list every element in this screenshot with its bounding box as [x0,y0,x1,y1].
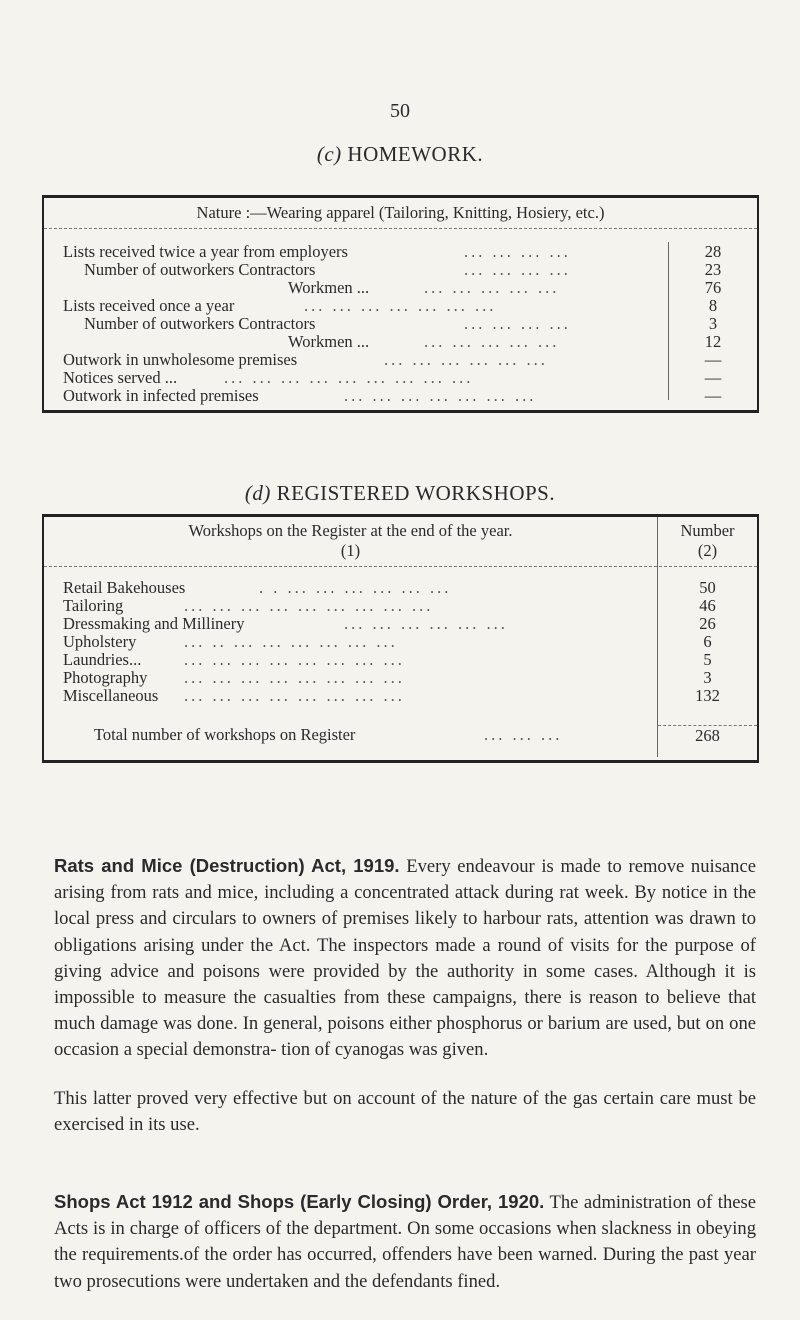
row-value: — [704,386,722,405]
leader-dots: ... ... ... ... [464,260,571,279]
table-row [44,350,757,370]
homework-heading-letter: (c) [316,142,342,166]
leader-dots: ... ... ... ... ... ... ... [304,296,497,315]
row-label: Lists received twice a year from employers [63,242,348,261]
row-label: Outwork in unwholesome premises [63,350,298,369]
leader-dots: ... ... ... ... ... ... ... ... [184,650,405,669]
row-label: Lists received once a year [63,296,235,315]
shops-title: Shops Act 1912 and Shops (Early Closing) Order, 1920. [54,1191,545,1212]
table-row [44,314,757,334]
row-label: Workmen ... [288,278,370,297]
row-value: 3 [708,314,718,333]
row-value: 28 [704,242,722,261]
leader-dots: ... ... ... ... ... ... ... ... [184,686,405,705]
workshops-heading [0,481,800,506]
row-value: 12 [704,332,722,351]
table-row [44,596,757,616]
row-value: 46 [699,596,716,615]
workshops-col2-number: (2) [697,541,718,560]
row-label: Notices served ... [63,368,178,387]
workshops-header-rule [44,566,757,567]
row-value: 76 [704,278,722,297]
row-value: 50 [699,578,716,597]
table-row [44,668,757,688]
table-row [44,578,757,598]
leader-dots: ... .. ... ... ... ... ... ... [184,632,398,651]
cyanogas-body: This latter proved very effective but on account of the nature of the gas certain care must be exercised in its use. [54,1088,756,1136]
table-row [44,296,757,316]
homework-heading [0,142,800,167]
homework-heading-title: HOMEWORK. [347,142,484,166]
row-value: — [704,368,722,387]
row-label: Upholstery [63,632,137,651]
row-label: Number of outworkers Contractors [84,314,316,333]
row-value: 26 [699,614,716,633]
row-value: — [704,350,722,369]
row-label: Retail Bakehouses [63,578,186,597]
leader-dots: ... ... ... ... ... [424,278,560,297]
workshops-col1-header: Workshops on the Register at the end of the year. [188,521,513,540]
total-label: Total number of workshops on Register [94,725,356,744]
rats-body: Every endeavour is made to remove nuisance arising from rats and mice, including a concentrated attack during rat week. By notice in the local press and circulars to owners of premises likely to harbour rats, attention was drawn to obligations arising under the Act. The inspectors made a round of visits for the purpose of giving advice and poisons were provided by the authority in some cases. Although it is impossible to measure the casualties from these campaigns, there is reason to believe that much damage was done. In general, poisons either phosphorus or barium are used, but on one occasion a special demonstra- tion of cyanogas was given. [54,856,756,1061]
leader-dots: ... ... ... ... ... ... [384,350,548,369]
row-value: 8 [708,296,718,315]
leader-dots: ... ... ... ... ... ... ... ... [184,668,405,687]
leader-dots: ... ... ... ... [464,242,571,261]
row-value: 3 [703,668,712,687]
page-number: 50 [390,100,410,122]
table-row [44,386,757,406]
row-label: Workmen ... [288,332,370,351]
leader-dots: ... ... ... ... ... ... ... [344,386,537,405]
shops-paragraph [54,1189,756,1295]
homework-header-rule [44,228,757,229]
leader-dots: ... ... ... ... [464,314,571,333]
workshops-table [42,514,759,763]
row-label: Number of outworkers Contractors [84,260,316,279]
total-value: 268 [658,725,757,746]
table-row [44,368,757,388]
rats-title: Rats and Mice (Destruction) Act, 1919. [54,855,400,876]
homework-nature-line: Nature :—Wearing apparel (Tailoring, Knitting, Hosiery, etc.) [196,203,605,222]
row-label: Miscellaneous [63,686,159,705]
row-label: Photography [63,668,148,687]
leader-dots: ... ... ... ... ... ... ... ... ... [224,368,474,387]
cyanogas-paragraph [54,1086,756,1138]
workshops-heading-letter: (d) [244,481,271,505]
row-label: Laundries... [63,650,142,669]
table-row [44,332,757,352]
leader-dots: . . ... ... ... ... ... ... [259,578,452,597]
table-row [44,650,757,670]
workshops-col1-number: (1) [340,541,361,560]
table-row [44,614,757,634]
workshops-col2-header: Number [680,521,735,540]
row-value: 6 [703,632,712,651]
table-row [44,632,757,652]
row-value: 23 [704,260,722,279]
row-label: Tailoring [63,596,124,615]
total-row [44,725,757,745]
leader-dots: ... ... ... [484,725,563,744]
rats-paragraph [54,853,756,1064]
leader-dots: ... ... ... ... ... [424,332,560,351]
table-row [44,278,757,298]
row-label: Dressmaking and Millinery [63,614,245,633]
leader-dots: ... ... ... ... ... ... ... ... ... [184,596,434,615]
shops-body: The administration of these Acts is in charge of officers of the department. On some occasions when slackness in obeying the requirements.of the order has occurred, offenders have been warned. During the past year two prosecutions were undertaken and the defendants fined. [54,1192,756,1292]
table-row [44,242,757,262]
table-row [44,260,757,280]
leader-dots: ... ... ... ... ... ... [344,614,508,633]
row-value: 5 [703,650,712,669]
workshops-heading-title: REGISTERED WORKSHOPS. [276,481,556,505]
row-label: Outwork in infected premises [63,386,259,405]
table-row [44,686,757,706]
homework-table [42,195,759,413]
row-value: 132 [695,686,720,705]
